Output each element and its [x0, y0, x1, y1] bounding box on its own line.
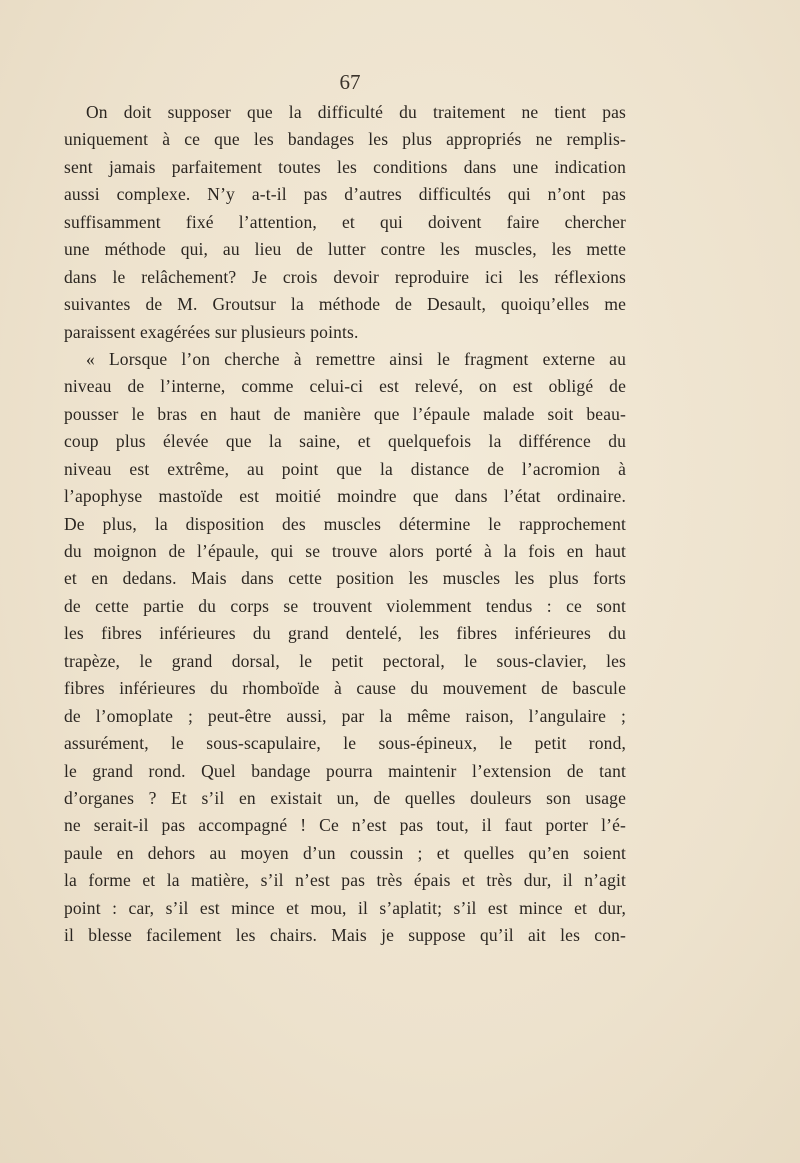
text-line: de l’omoplate ; peut-être aussi, par la même raison, l’angulaire ; — [64, 705, 626, 726]
text-line: paraissent exagérées sur plusieurs points. — [64, 321, 359, 342]
text-line: « Lorsque l’on cherche à remettre ainsi le fragment externe au — [86, 348, 626, 369]
text-line: pousser le bras en haut de manière que l’épaule malade soit beau- — [64, 403, 626, 424]
text-line: d’organes ? Et s’il en existait un, de quelles douleurs son usage — [64, 787, 626, 808]
text-line: de cette partie du corps se trouvent violemment tendus : ce sont — [64, 595, 626, 616]
text-line: le grand rond. Quel bandage pourra maintenir l’extension de tant — [64, 760, 626, 781]
text-line: aussi complexe. N’y a-t-il pas d’autres difficultés qui n’ont pas — [64, 184, 626, 205]
text-line: la forme et la matière, s’il n’est pas très épais et très dur, il n’agit — [64, 870, 626, 891]
page-number: 67 — [339, 70, 361, 94]
text-line: les fibres inférieures du grand dentelé, les fibres inférieures du — [64, 623, 626, 644]
text-line: On doit supposer que la difficulté du traitement ne tient pas — [86, 102, 626, 122]
body-text — [64, 99, 626, 950]
text-line: assurément, le sous-scapulaire, le sous-épineux, le petit rond, — [64, 733, 626, 754]
text-line: niveau est extrême, au point que la distance de l’acromion à — [64, 458, 626, 479]
text-line: point : car, s’il est mince et mou, il s’aplatit; s’il est mince et dur, — [64, 897, 626, 918]
text-line: du moignon de l’épaule, qui se trouve alors porté à la fois en haut — [64, 541, 626, 561]
text-line: paule en dehors au moyen d’un coussin ; et quelles qu’en soient — [64, 842, 626, 863]
text-line: et en dedans. Mais dans cette position les muscles les plus forts — [64, 568, 626, 589]
text-line: coup plus élevée que la saine, et quelquefois la différence du — [64, 431, 626, 452]
text-line: suivantes de M. Groutsur la méthode de Desault, quoiqu’elles me — [64, 294, 626, 315]
text-line: dans le relâchement? Je crois devoir reproduire ici les réflexions — [64, 266, 626, 287]
text-line: suffisamment fixé l’attention, et qui doivent faire chercher — [64, 211, 626, 232]
text-line: niveau de l’interne, comme celui-ci est relevé, on est obligé de — [64, 376, 626, 397]
text-line: fibres inférieures du rhomboïde à cause du mouvement de bascule — [64, 678, 626, 699]
text-line: De plus, la disposition des muscles détermine le rapprochement — [64, 513, 626, 534]
text-line: sent jamais parfaitement toutes les conditions dans une indication — [64, 156, 626, 177]
text-line: une méthode qui, au lieu de lutter contre les muscles, les mette — [64, 239, 626, 260]
text-line: ne serait-il pas accompagné ! Ce n’est pas tout, il faut porter l’é- — [64, 815, 626, 836]
text-line: trapèze, le grand dorsal, le petit pectoral, le sous-clavier, les — [64, 650, 626, 671]
text-line: il blesse facilement les chairs. Mais je suppose qu’il ait les con- — [64, 925, 626, 946]
text-line: uniquement à ce que les bandages les plus appropriés ne remplis- — [64, 129, 626, 150]
text-line: l’apophyse mastoïde est moitié moindre que dans l’état ordinaire. — [64, 486, 626, 507]
